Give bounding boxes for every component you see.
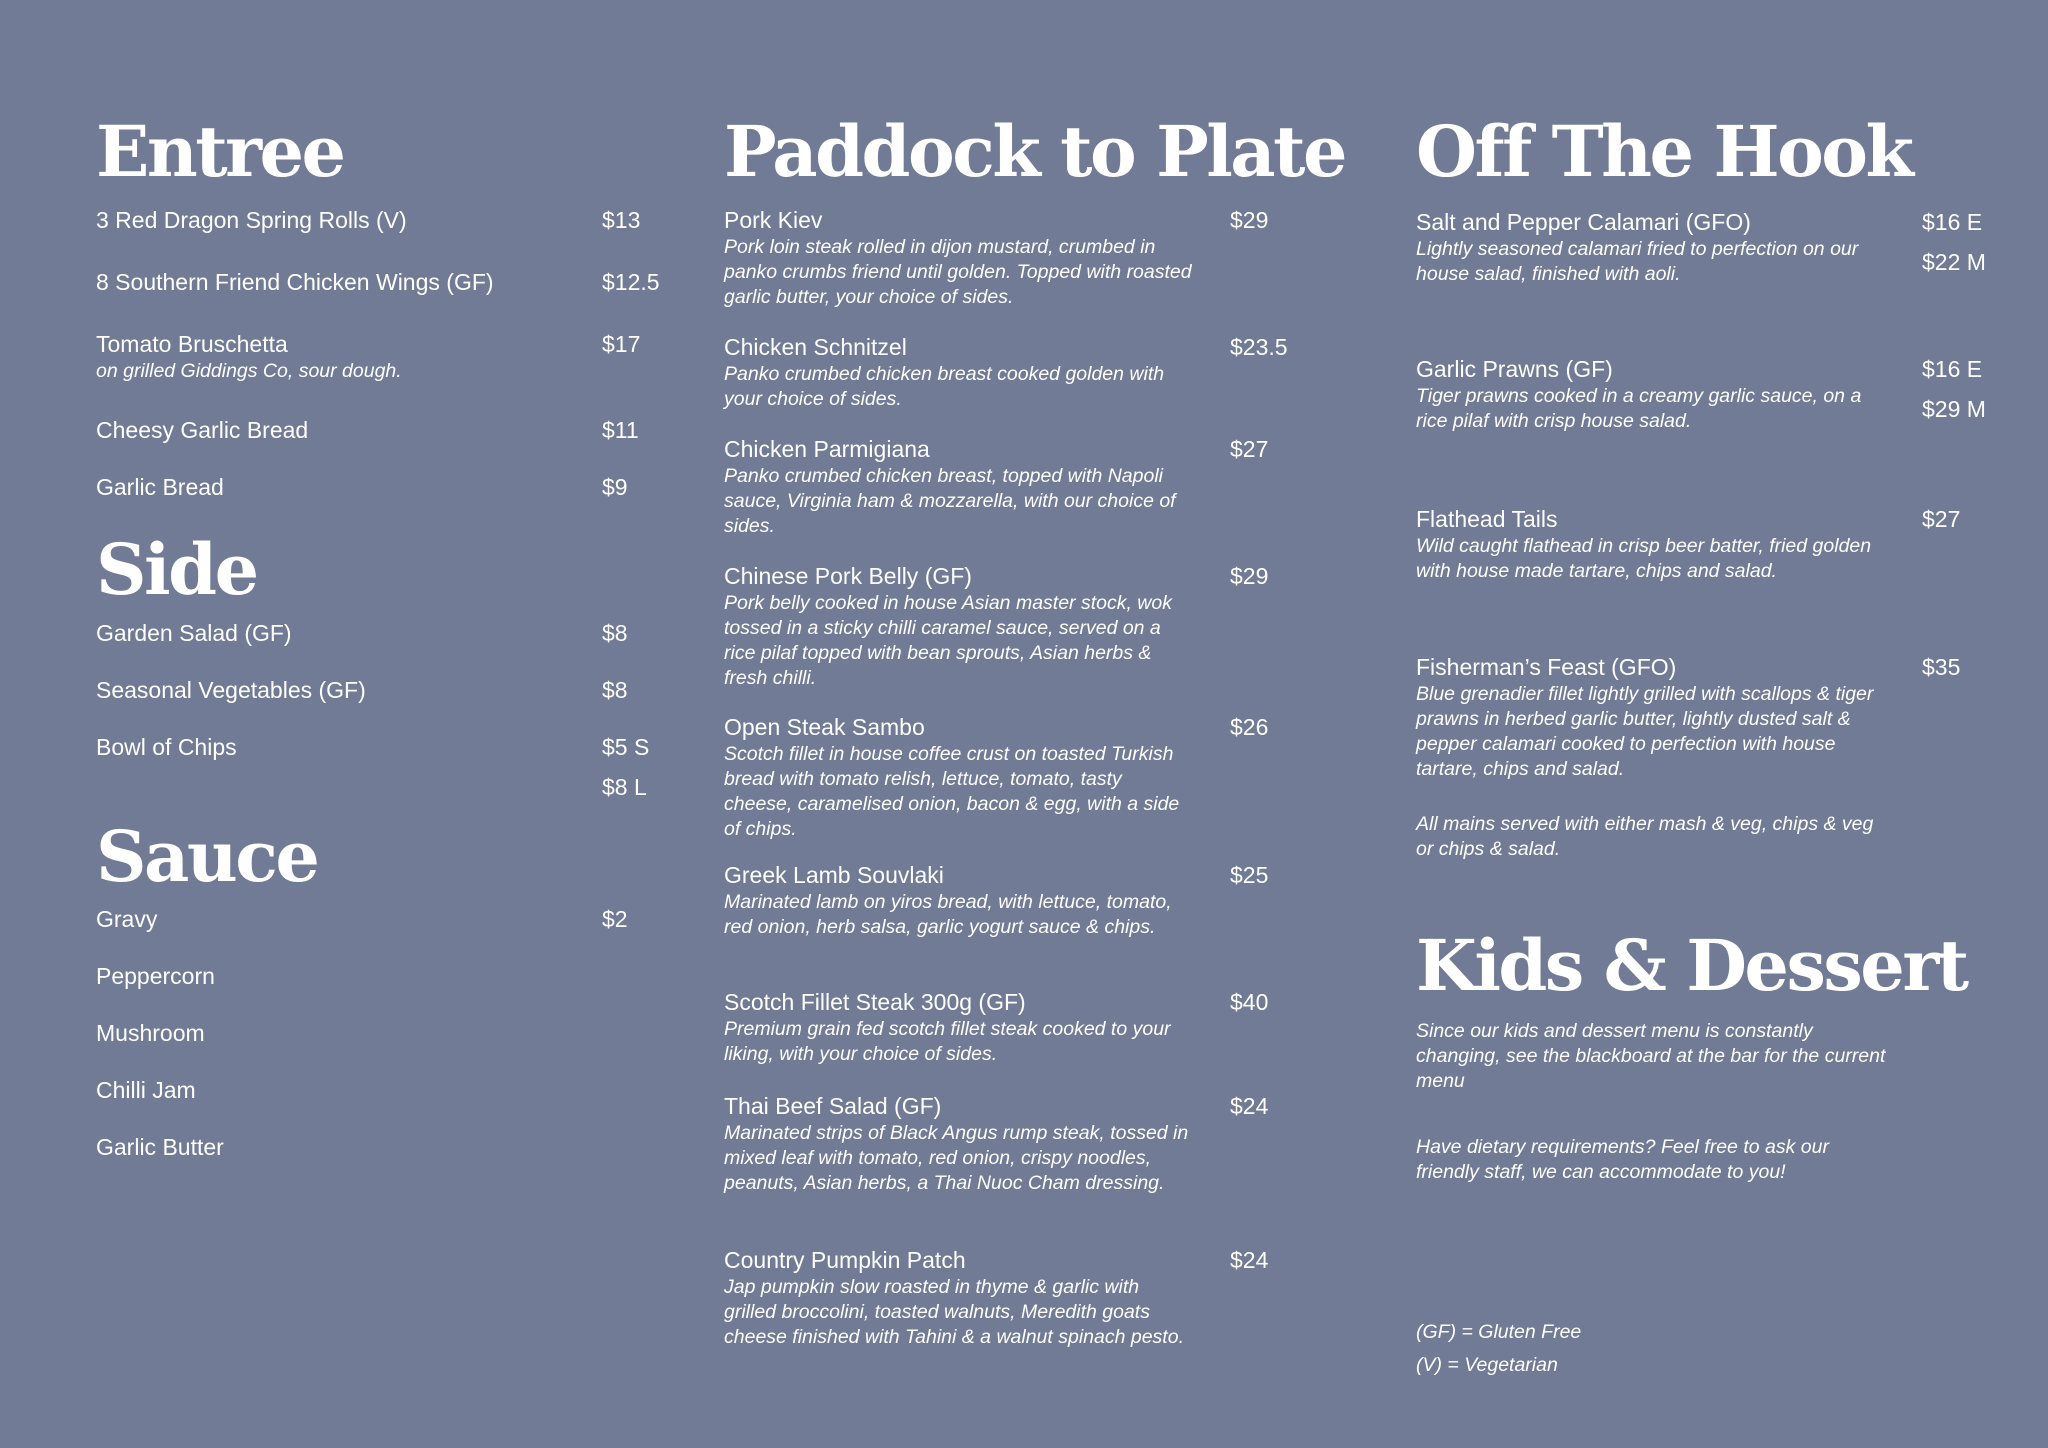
menu-item-name: Chicken Parmigiana: [724, 436, 930, 462]
menu-item-name: Cheesy Garlic Bread: [96, 417, 309, 443]
menu-item: [724, 1093, 1194, 1196]
side-heading: Side: [96, 528, 257, 611]
menu-item-name: Garlic Bread: [96, 474, 224, 500]
entree-heading: Entree: [96, 110, 344, 193]
menu-item-price: $12.5: [602, 269, 660, 295]
kids-dessert-text: Since our kids and dessert menu is constantly changing, see the blackboard at the bar for the current menu: [1416, 1020, 1886, 1092]
menu-item-name: Garlic Prawns (GF): [1416, 356, 1613, 382]
menu-item-price-group: [1922, 209, 1986, 276]
menu-item: [724, 714, 1194, 842]
menu-item-description: Blue grenadier fillet lightly grilled with scallops & tiger prawns in herbed garlic butter, lightly dusted salt & pepper calamari cooked to perfection with house tartare, chips and salad.: [1416, 682, 1874, 780]
menu-item-price: $29: [1230, 563, 1269, 589]
menu-item-name: Chinese Pork Belly (GF): [724, 563, 972, 589]
menu-item-name: Salt and Pepper Calamari (GFO): [1416, 209, 1751, 235]
menu-item-description: Marinated lamb on yiros bread, with lettuce, tomato, red onion, herb salsa, garlic yogurt sauce & chips.: [724, 890, 1172, 938]
menu-item-name: Tomato Bruschetta: [96, 331, 288, 357]
menu-item-description: Pork belly cooked in house Asian master stock, wok tossed in a sticky chilli caramel sauce, served on a rice pilaf topped with bean sprouts, Asian herbs & fresh chilli.: [724, 591, 1172, 689]
menu-item-description: Jap pumpkin slow roasted in thyme & garlic with grilled broccolini, toasted walnuts, Meredith goats cheese finished with Tahini & a walnut spinach pesto.: [724, 1275, 1184, 1348]
menu-item-price: $17: [602, 331, 641, 357]
menu-item-name: Mushroom: [96, 1020, 205, 1046]
sauce-heading: Sauce: [96, 815, 318, 898]
menu-item-description: Tiger prawns cooked in a creamy garlic sauce, on a rice pilaf with crisp house salad.: [1416, 384, 1862, 432]
menu-item-price: $24: [1230, 1247, 1269, 1273]
menu-item-name: Scotch Fillet Steak 300g (GF): [724, 989, 1026, 1015]
kids-dessert-heading: Kids & Dessert: [1416, 924, 1967, 1007]
menu-item: [724, 334, 1194, 412]
menu-item-price: $27: [1922, 506, 1961, 532]
menu-item-price-alt: $8 L: [602, 773, 647, 800]
menu-item-name: Seasonal Vegetables (GF): [96, 677, 366, 703]
menu-item-name: Pork Kiev: [724, 207, 823, 233]
menu-item-description: Lightly seasoned calamari fried to perfection on our house salad, finished with aoli.: [1416, 237, 1859, 285]
menu-item-price: $16 E: [1922, 356, 1983, 382]
menu-item-name: Gravy: [96, 906, 158, 932]
menu-item-name: Country Pumpkin Patch: [724, 1247, 966, 1273]
menu-item-name: Garden Salad (GF): [96, 620, 292, 646]
dietary-note: Have dietary requirements? Feel free to ask our friendly staff, we can accommodate to you!: [1416, 1136, 1829, 1183]
menu-item-name: Peppercorn: [96, 963, 215, 989]
menu-item: [1416, 209, 1896, 287]
menu-item: [724, 989, 1194, 1067]
menu-item: [724, 207, 1194, 310]
menu-item-price: $29: [1230, 207, 1269, 233]
menu-item-price: $27: [1230, 436, 1269, 462]
menu-item-name: Greek Lamb Souvlaki: [724, 862, 944, 888]
menu-item-name: Fisherman’s Feast (GFO): [1416, 654, 1677, 680]
menu-item-price: $25: [1230, 862, 1269, 888]
menu-item-price: $11: [602, 417, 639, 443]
hook-heading: Off The Hook: [1416, 110, 1912, 193]
menu-item-price: $8: [602, 620, 628, 646]
menu-item-note: on grilled Giddings Co, sour dough.: [96, 360, 402, 382]
menu-item-name: Garlic Butter: [96, 1134, 224, 1160]
menu-item-price-alt: $29 M: [1922, 395, 1986, 422]
menu-item: [1416, 654, 1896, 782]
menu-item-price: $8: [602, 677, 628, 703]
menu-item-price: $26: [1230, 714, 1269, 740]
menu-item-description: Panko crumbed chicken breast cooked golden with your choice of sides.: [724, 362, 1165, 410]
menu-item-price-alt: $22 M: [1922, 248, 1986, 275]
menu-item-price: $9: [602, 474, 628, 500]
menu-item-name: Chilli Jam: [96, 1077, 196, 1103]
menu-item: [724, 563, 1194, 691]
menu-item-description: Scotch fillet in house coffee crust on toasted Turkish bread with tomato relish, lettuce, tomato, tasty cheese, caramelised onion, bacon & egg, with a side of chips.: [724, 742, 1180, 840]
menu-item-description: Premium grain fed scotch fillet steak cooked to your liking, with your choice of sides.: [724, 1017, 1171, 1065]
menu-item-price-group: [1922, 356, 1986, 423]
menu-item-name: Open Steak Sambo: [724, 714, 925, 740]
menu-item-price: $35: [1922, 654, 1961, 680]
menu-item: [724, 862, 1194, 940]
paddock-heading: Paddock to Plate: [724, 110, 1346, 193]
menu-item-price: $40: [1230, 989, 1269, 1015]
menu-item-name: Flathead Tails: [1416, 506, 1558, 532]
legend-gluten-free: (GF) = Gluten Free: [1416, 1321, 1582, 1343]
menu-item-name: Bowl of Chips: [96, 734, 237, 760]
menu-item-price: $13: [602, 207, 641, 233]
menu-item-price: $24: [1230, 1093, 1269, 1119]
menu-item-name: Chicken Schnitzel: [724, 334, 907, 360]
menu-item-name: 3 Red Dragon Spring Rolls (V): [96, 207, 407, 233]
menu-item-description: Wild caught flathead in crisp beer batter, fried golden with house made tartare, chips and salad.: [1416, 534, 1872, 582]
menu-item-price: $16 E: [1922, 209, 1983, 235]
mains-note: All mains served with either mash & veg, chips & veg or chips & salad.: [1416, 813, 1874, 860]
menu-item-price: $5 S: [602, 734, 650, 760]
menu-item-name: 8 Southern Friend Chicken Wings (GF): [96, 269, 494, 295]
legend-vegetarian: (V) = Vegetarian: [1416, 1354, 1558, 1376]
menu-item: [724, 436, 1194, 539]
menu-item: [1416, 356, 1896, 434]
menu-item-price-group: [602, 734, 649, 801]
menu-item-name: Thai Beef Salad (GF): [724, 1093, 942, 1119]
menu-item-description: Marinated strips of Black Angus rump steak, tossed in mixed leaf with tomato, red onion, crispy noodles, peanuts, Asian herbs, a Thai Nuoc Cham dressing.: [724, 1121, 1189, 1194]
menu-item-description: Panko crumbed chicken breast, topped with Napoli sauce, Virginia ham & mozzarella, with our choice of sides.: [724, 464, 1176, 537]
menu-item-price: $23.5: [1230, 334, 1288, 360]
menu-item: [724, 1247, 1194, 1350]
menu-item-description: Pork loin steak rolled in dijon mustard, crumbed in panko crumbs friend until golden. Topped with roasted garlic butter, your choice of sides.: [724, 235, 1192, 308]
menu-item: [1416, 506, 1896, 584]
menu-item-price: $2: [602, 906, 628, 932]
